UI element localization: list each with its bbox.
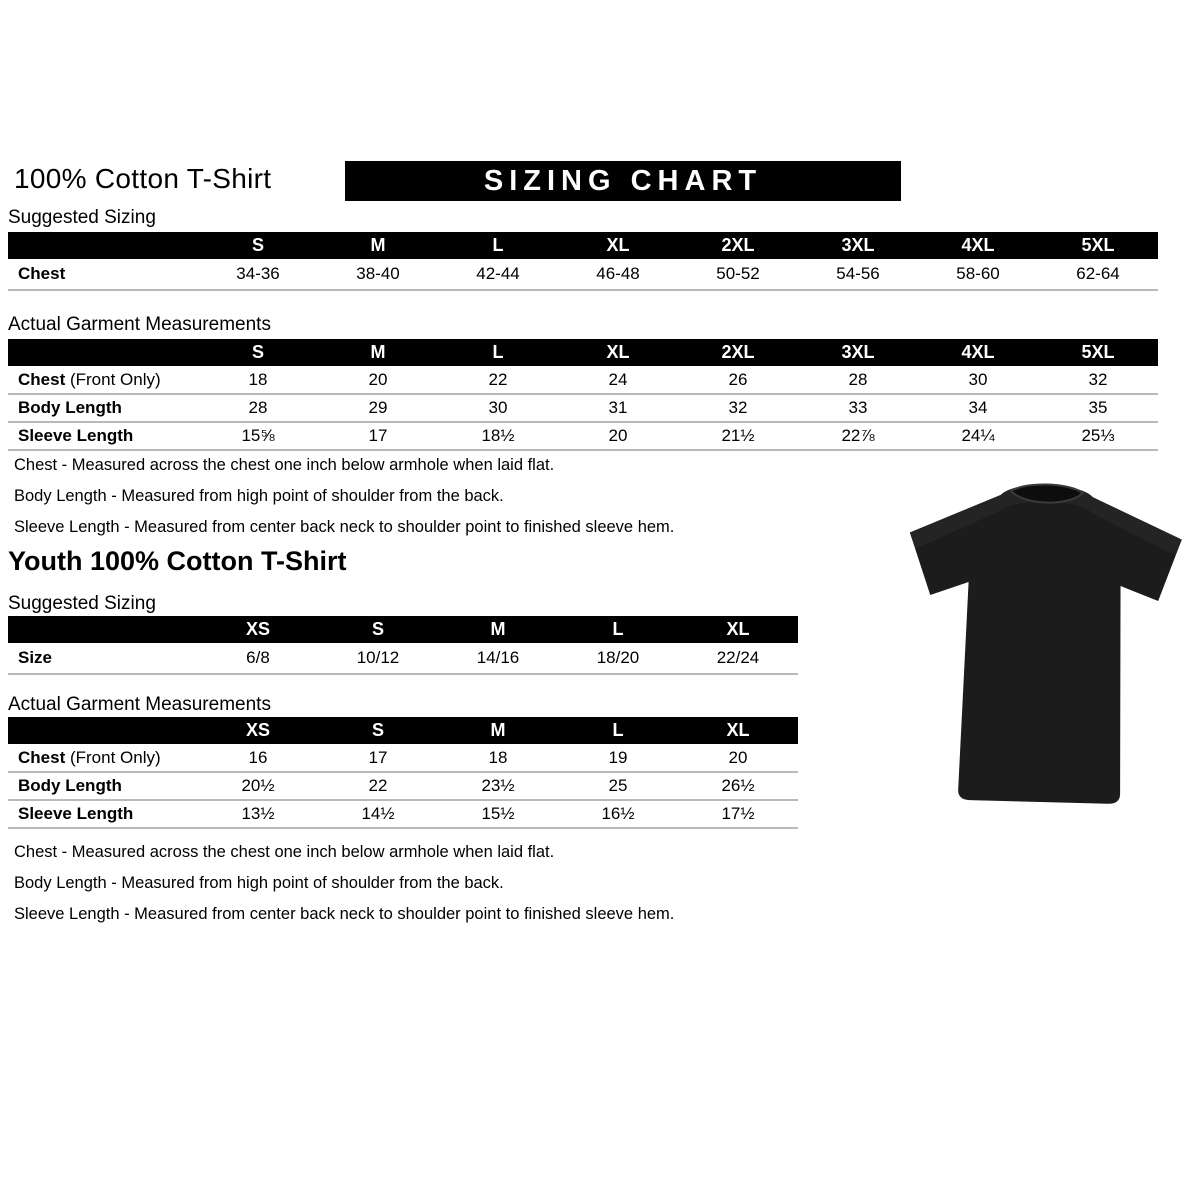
size-column-header: XS xyxy=(198,717,318,744)
measurement-cell: 18/20 xyxy=(558,643,678,674)
measurement-cell: 16 xyxy=(198,744,318,772)
size-column-header: S xyxy=(318,616,438,643)
adult-actual-measurements-table xyxy=(8,339,1158,451)
table-header-row xyxy=(8,232,1158,259)
row-label: Body Length xyxy=(8,772,198,800)
measurement-cell: 19 xyxy=(558,744,678,772)
size-column-header: XL xyxy=(678,717,798,744)
measurement-cell: 22/24 xyxy=(678,643,798,674)
youth-actual-label: Actual Garment Measurements xyxy=(8,694,271,715)
size-column-header: M xyxy=(318,232,438,259)
youth-measurement-notes xyxy=(14,843,674,936)
measurement-cell: 30 xyxy=(438,394,558,422)
table-row xyxy=(8,394,1158,422)
measurement-cell: 15⅝ xyxy=(198,422,318,450)
row-label xyxy=(8,744,198,772)
measurement-cell: 18 xyxy=(438,744,558,772)
size-column-header: XS xyxy=(198,616,318,643)
measurement-cell: 14½ xyxy=(318,800,438,828)
tshirt-image xyxy=(888,464,1197,824)
measurement-cell: 17 xyxy=(318,744,438,772)
measurement-cell: 24 xyxy=(558,366,678,394)
measurement-cell: 30 xyxy=(918,366,1038,394)
row-label: Sleeve Length xyxy=(8,800,198,828)
measurement-cell: 10/12 xyxy=(318,643,438,674)
table-row xyxy=(8,259,1158,290)
measurement-cell: 22 xyxy=(438,366,558,394)
measurement-cell: 17 xyxy=(318,422,438,450)
row-label: Size xyxy=(8,643,198,674)
note-chest: Chest - Measured across the chest one inch below armhole when laid flat. xyxy=(14,456,555,474)
table-row xyxy=(8,800,798,828)
measurement-cell: 58-60 xyxy=(918,259,1038,290)
tshirt-graphic xyxy=(888,464,1197,824)
measurement-cell: 23½ xyxy=(438,772,558,800)
adult-suggested-sizing-table xyxy=(8,232,1158,291)
measurement-cell: 20 xyxy=(318,366,438,394)
size-column-header: XL xyxy=(558,232,678,259)
measurement-cell: 20½ xyxy=(198,772,318,800)
row-label: Body Length xyxy=(8,394,198,422)
page-title: 100% Cotton T-Shirt xyxy=(14,163,272,194)
measurement-cell: 28 xyxy=(198,394,318,422)
measurement-cell: 18½ xyxy=(438,422,558,450)
measurement-cell: 22⅞ xyxy=(798,422,918,450)
measurement-cell: 29 xyxy=(318,394,438,422)
table-row xyxy=(8,772,798,800)
row-label: Chest xyxy=(8,259,198,290)
measurement-cell: 22 xyxy=(318,772,438,800)
table-header-row xyxy=(8,616,798,643)
measurement-cell: 38-40 xyxy=(318,259,438,290)
measurement-cell: 18 xyxy=(198,366,318,394)
size-column-header: S xyxy=(198,339,318,366)
measurement-cell: 33 xyxy=(798,394,918,422)
table-row xyxy=(8,744,798,772)
note-sleeve-length: Sleeve Length - Measured from center back neck to shoulder point to finished sleeve hem. xyxy=(14,905,675,923)
table-row xyxy=(8,366,1158,394)
measurement-cell: 15½ xyxy=(438,800,558,828)
measurement-cell: 26½ xyxy=(678,772,798,800)
size-column-header: 3XL xyxy=(798,339,918,366)
size-column-header: L xyxy=(558,717,678,744)
size-column-header: S xyxy=(198,232,318,259)
sizing-chart-banner: SIZING CHART xyxy=(345,161,901,201)
measurement-cell: 24¼ xyxy=(918,422,1038,450)
size-column-header: XL xyxy=(558,339,678,366)
measurement-cell: 21½ xyxy=(678,422,798,450)
note-chest: Chest - Measured across the chest one inch below armhole when laid flat. xyxy=(14,843,555,861)
size-column-header: M xyxy=(438,717,558,744)
row-label-text: Chest xyxy=(18,369,66,389)
measurement-cell: 13½ xyxy=(198,800,318,828)
size-column-header: L xyxy=(438,232,558,259)
size-column-header: 3XL xyxy=(798,232,918,259)
measurement-cell: 42-44 xyxy=(438,259,558,290)
header-spacer-cell xyxy=(8,717,198,744)
row-label xyxy=(8,366,198,394)
size-column-header: M xyxy=(438,616,558,643)
row-label-text: Chest xyxy=(18,747,66,767)
measurement-cell: 35 xyxy=(1038,394,1158,422)
header-spacer-cell xyxy=(8,339,198,366)
header-spacer-cell xyxy=(8,616,198,643)
size-column-header: S xyxy=(318,717,438,744)
measurement-cell: 31 xyxy=(558,394,678,422)
size-column-header: 2XL xyxy=(678,232,798,259)
measurement-cell: 46-48 xyxy=(558,259,678,290)
youth-suggested-label: Suggested Sizing xyxy=(8,593,156,614)
youth-suggested-sizing-table xyxy=(8,616,798,675)
size-column-header: L xyxy=(438,339,558,366)
table-header-row xyxy=(8,717,798,744)
youth-section-title: Youth 100% Cotton T-Shirt xyxy=(8,546,347,576)
measurement-cell: 16½ xyxy=(558,800,678,828)
measurement-cell: 50-52 xyxy=(678,259,798,290)
adult-actual-label: Actual Garment Measurements xyxy=(8,314,271,335)
table-row xyxy=(8,422,1158,450)
measurement-cell: 28 xyxy=(798,366,918,394)
header-row xyxy=(14,163,1200,205)
measurement-cell: 32 xyxy=(1038,366,1158,394)
measurement-cell: 34-36 xyxy=(198,259,318,290)
measurement-cell: 14/16 xyxy=(438,643,558,674)
size-column-header: 2XL xyxy=(678,339,798,366)
size-column-header: 4XL xyxy=(918,339,1038,366)
adult-suggested-label: Suggested Sizing xyxy=(8,207,156,228)
size-column-header: L xyxy=(558,616,678,643)
measurement-cell: 34 xyxy=(918,394,1038,422)
row-label: Sleeve Length xyxy=(8,422,198,450)
note-body-length: Body Length - Measured from high point of shoulder from the back. xyxy=(14,487,504,505)
measurement-cell: 20 xyxy=(558,422,678,450)
size-column-header: M xyxy=(318,339,438,366)
size-column-header: 4XL xyxy=(918,232,1038,259)
size-column-header: 5XL xyxy=(1038,232,1158,259)
note-sleeve-length: Sleeve Length - Measured from center back neck to shoulder point to finished sleeve hem. xyxy=(14,518,675,536)
measurement-cell: 25 xyxy=(558,772,678,800)
table-header-row xyxy=(8,339,1158,366)
adult-measurement-notes xyxy=(14,456,674,549)
measurement-cell: 20 xyxy=(678,744,798,772)
measurement-cell: 17½ xyxy=(678,800,798,828)
measurement-cell: 62-64 xyxy=(1038,259,1158,290)
header-spacer-cell xyxy=(8,232,198,259)
measurement-cell: 6/8 xyxy=(198,643,318,674)
note-body-length: Body Length - Measured from high point of shoulder from the back. xyxy=(14,874,504,892)
youth-actual-measurements-table xyxy=(8,717,798,829)
measurement-cell: 25⅓ xyxy=(1038,422,1158,450)
row-label-note: (Front Only) xyxy=(65,747,161,767)
size-column-header: XL xyxy=(678,616,798,643)
table-row xyxy=(8,643,798,674)
row-label-note: (Front Only) xyxy=(65,369,161,389)
size-column-header: 5XL xyxy=(1038,339,1158,366)
measurement-cell: 32 xyxy=(678,394,798,422)
measurement-cell: 26 xyxy=(678,366,798,394)
measurement-cell: 54-56 xyxy=(798,259,918,290)
